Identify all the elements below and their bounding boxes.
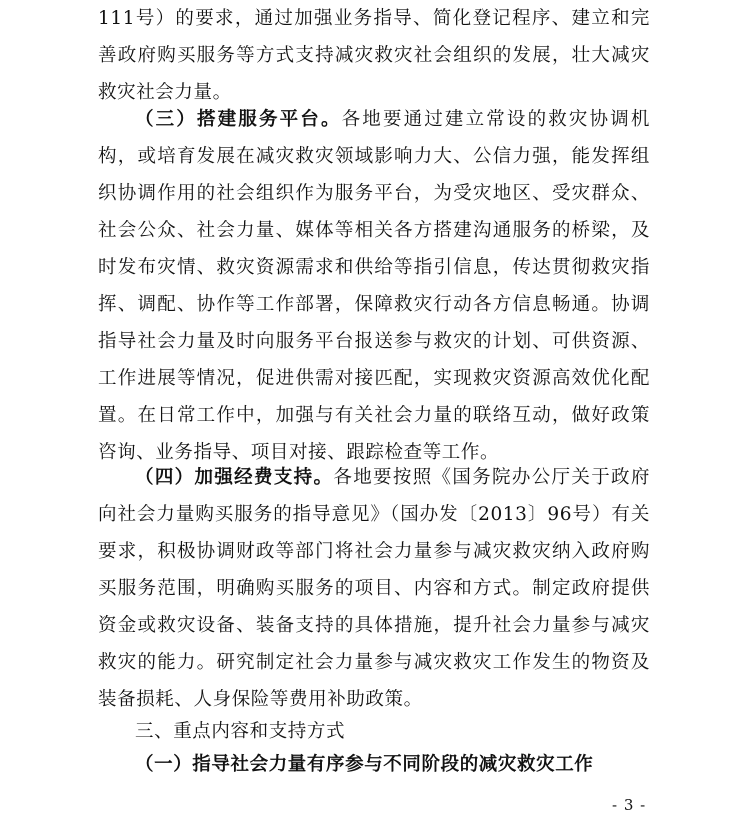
paragraph-body-service-platform: 各地要通过建立常设的救灾协调机构，或培育发展在减灾救灾领域影响力大、公信力强，能发挥组织协调作用的社会组织作为服务平台，为受灾地区、受灾群众、社会公众、社会力量、媒体等相关各方搭建沟通服务的桥梁，及时发布灾情、救灾资源需求和供给等指引信息，传达贯彻救灾指挥、调配、协作等工作部署，保障救灾行动各方信息畅通。协调指导社会力量及时向服务平台报送参与救灾的计划、可供资源、工作进展等情况，促进供需对接匹配，实现救灾资源高效优化配置。在日常工作中，加强与有关社会力量的联络互动，做好政策咨询、业务指导、项目对接、跟踪检查等工作。 xyxy=(98,109,650,463)
paragraph-service-platform xyxy=(98,101,650,471)
paragraph-body-funding-support: 各地要按照《国务院办公厅关于政府向社会力量购买服务的指导意见》（国办发〔2013〕96号）有关要求，积极协调财政等部门将社会力量参与减灾救灾纳入政府购买服务范围，明确购买服务的项目、内容和方式。制定政府提供资金或救灾设备、装备支持的具体措施，提升社会力量参与减灾救灾的能力。研究制定社会力量参与减灾救灾工作发生的物资及装备损耗、人身保险等费用补助政策。 xyxy=(98,467,650,710)
page-number: - 3 - xyxy=(612,796,647,814)
paragraph-continued: 111号）的要求，通过加强业务指导、简化登记程序、建立和完善政府购买服务等方式支持减灾救灾社会组织的发展，壮大减灾救灾社会力量。 xyxy=(98,8,650,103)
paragraph-heading-funding-support: （四）加强经费支持。 xyxy=(135,467,334,488)
section-heading: 三、重点内容和支持方式 xyxy=(135,721,346,742)
paragraph-funding-support xyxy=(98,459,650,718)
subsection-heading: （一）指导社会力量有序参与不同阶段的减灾救灾工作 xyxy=(135,754,594,775)
paragraph-heading-service-platform: （三）搭建服务平台。 xyxy=(135,109,342,130)
